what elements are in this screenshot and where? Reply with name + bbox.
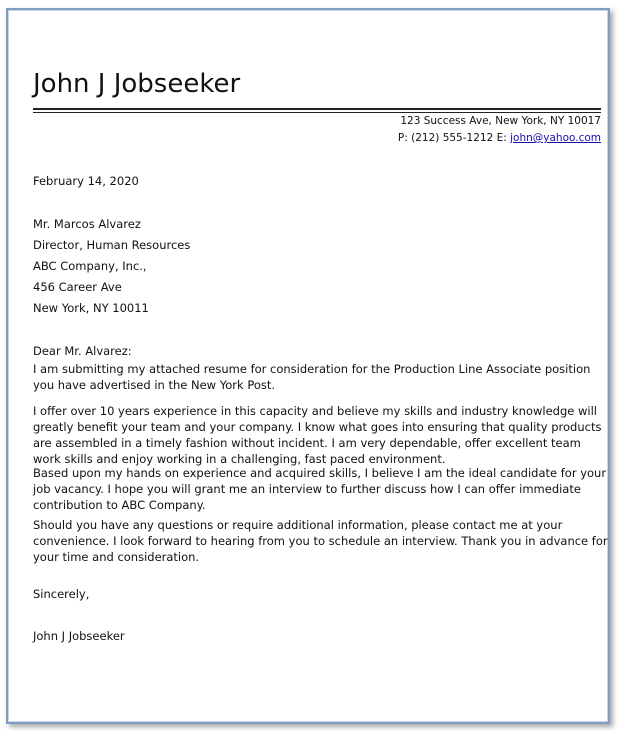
recipient-company: ABC Company, Inc., [33,259,147,273]
body-paragraph: I am submitting my attached resume for consideration for the Production Line Associate position you have advertised in the New York Post. [33,362,591,392]
signature: John J Jobseeker [33,629,125,643]
sender-contact-line [398,131,601,145]
sender-email-link[interactable]: john@yahoo.com [510,132,601,144]
sender-name: John J Jobseeker [33,69,241,99]
body-paragraph: Should you have any questions or require additional information, please contact me at your convenience. I look forward to hearing from you to schedule an interview. Thank you in advance for your time and consideration. [33,518,608,564]
header-rule-thin [33,112,601,113]
sender-address: 123 Success Ave, New York, NY 10017 [400,115,601,127]
sender-phone: P: (212) 555-1212 E: [397,132,511,144]
document-frame [6,8,610,724]
closing: Sincerely, [33,587,90,601]
recipient-title: Director, Human Resources [33,238,191,252]
recipient-city: New York, NY 10011 [33,301,149,315]
letter-date: February 14, 2020 [33,174,139,188]
header-rule-thick [33,108,601,110]
body-paragraph: I offer over 10 years experience in this capacity and believe my skills and industry knowledge will greatly benefit your team and your company. I know what goes into ensuring that quality products are assembled in a timely fashion without incident. I am very dependable, offer excellent team work skills and enjoy working in a challenging, fast paced environment. [33,404,602,466]
body-paragraph: Based upon my hands on experience and acquired skills, I believe I am the ideal candidate for your job vacancy. I hope you will grant me an interview to further discuss how I can offer immediate contribution to ABC Company. [33,466,607,512]
recipient-name: Mr. Marcos Alvarez [33,217,141,231]
recipient-street: 456 Career Ave [33,280,122,294]
recipient-block [33,214,190,319]
salutation: Dear Mr. Alvarez: [33,344,132,358]
